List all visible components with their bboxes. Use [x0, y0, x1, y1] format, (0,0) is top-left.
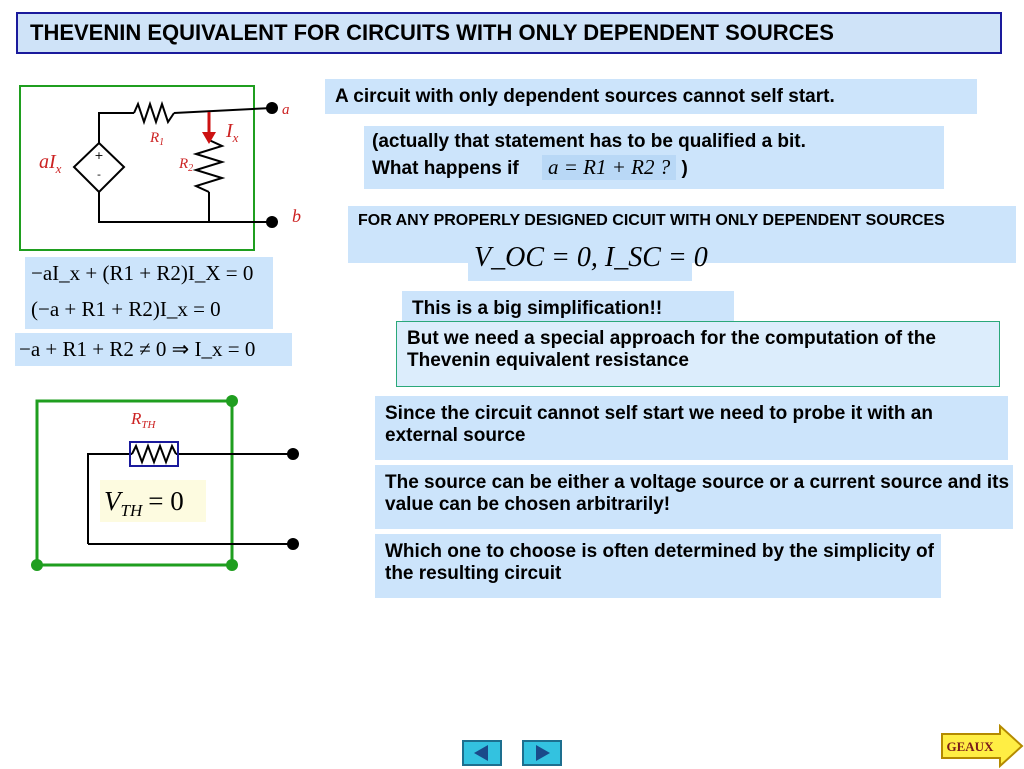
qualification-close: ): [681, 158, 688, 179]
rth-label: $R_{TH}$: [131, 409, 156, 431]
qualification-line-1: (actually that statement has to be qualified a bit.: [372, 131, 806, 152]
equations-box: [25, 257, 273, 329]
previous-slide-button[interactable]: [462, 740, 502, 766]
wire-bottom: [99, 192, 272, 222]
terminal-bottom: [287, 538, 299, 550]
equation-1: −aI_x + (R1 + R2)I_X = 0: [31, 261, 254, 285]
probe-note: Since the circuit cannot self start we need to probe it with an external source: [375, 396, 1008, 460]
slide-title: THEVENIN EQUIVALENT FOR CIRCUITS WITH ONLY DEPENDENT SOURCES: [16, 12, 1002, 54]
vth-equation: $V_{TH} = 0$: [104, 486, 184, 520]
terminal-b: [266, 216, 278, 228]
wire-top-left: [99, 113, 134, 143]
special-approach-note: But we need a special approach for the computation of the Thevenin equivalent resistance: [396, 321, 1000, 387]
dependent-source-circuit: [14, 80, 314, 255]
statement-self-start: A circuit with only dependent sources cannot self start.: [325, 79, 977, 114]
qualification-condition: a = R1 + R2 ?: [542, 155, 676, 180]
node-b-label: b: [292, 206, 301, 226]
ix-label: $I_x$: [226, 120, 239, 145]
source-choice-note: The source can be either a voltage source or a current source and its value can be chosen arbitrarily!: [375, 465, 1013, 529]
r2-label: $R_2$: [179, 156, 194, 174]
resistor-r1: [134, 104, 174, 122]
terminal-a: [266, 102, 278, 114]
geaux-button[interactable]: [940, 724, 1024, 768]
next-slide-button[interactable]: [522, 740, 562, 766]
dependent-source-result: FOR ANY PROPERLY DESIGNED CICUIT WITH ONLY DEPENDENT SOURCES: [348, 206, 1016, 263]
equation-2: (−a + R1 + R2)I_x = 0: [31, 297, 221, 321]
voc-isc-equation: V_OC = 0, I_SC = 0: [468, 238, 692, 281]
simplicity-note: Which one to choose is often determined by the simplicity of the resulting circuit: [375, 534, 941, 598]
minus-sign: -: [97, 168, 101, 181]
source-label: $aI_x$: [39, 151, 62, 176]
geaux-label: GEAUX: [946, 739, 994, 754]
triangle-right-icon: [524, 742, 560, 764]
plus-sign: +: [94, 149, 104, 162]
frame-corner-dot: [31, 559, 43, 571]
qualification-line-2: What happens if: [372, 158, 519, 179]
qualification-note: [364, 126, 944, 189]
wire-top-right: [174, 108, 272, 113]
r1-label: $R_1$: [150, 130, 165, 148]
node-a-label: a: [282, 102, 290, 118]
thevenin-equivalent-circuit: [28, 392, 318, 577]
resistor-rth: [132, 446, 176, 462]
resistor-r2: [196, 140, 222, 192]
frame-corner-dot: [226, 395, 238, 407]
triangle-left-icon: [464, 742, 500, 764]
terminal-top: [287, 448, 299, 460]
equation-3: −a + R1 + R2 ≠ 0 ⇒ I_x = 0: [15, 333, 292, 366]
simplification-note: This is a big simplification!!: [402, 291, 734, 326]
frame-corner-dot: [226, 559, 238, 571]
